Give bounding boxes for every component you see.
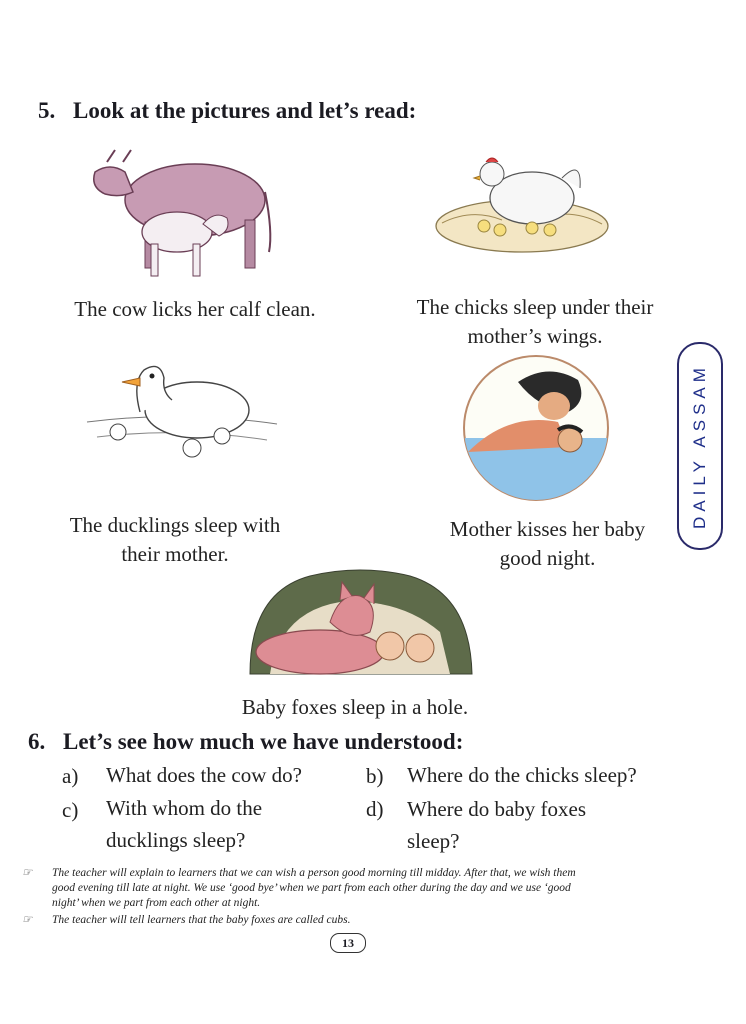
question-b-letter: b) (366, 764, 384, 788)
hen-and-chicks-illustration (432, 148, 612, 260)
question-c-line2: ducklings sleep? (106, 828, 246, 852)
page-number: 13 (330, 933, 366, 953)
section-6-number: 6. (28, 729, 46, 754)
caption-mother-line2: good night. (499, 546, 596, 570)
question-a-text: What does the cow do? (106, 763, 302, 787)
fox-and-cubs-illustration (240, 562, 480, 682)
daily-assam-stamp (677, 342, 723, 550)
caption-chicks-line2: mother’s wings. (467, 324, 603, 348)
caption-cow: The cow licks her calf clean. (74, 297, 316, 321)
note-1-bullet: ☞ (22, 867, 33, 879)
question-d-line1: Where do baby foxes (407, 797, 587, 821)
caption-mother-line1: Mother kisses her baby (449, 517, 646, 541)
stamp-text: DAILY ASSAM (690, 363, 709, 529)
section-6-title: Let’s see how much we have understood: (63, 729, 464, 754)
question-d-letter: d) (366, 797, 384, 821)
cow-and-calf-illustration (85, 132, 280, 284)
question-b-text: Where do the chicks sleep? (407, 763, 637, 787)
caption-foxes: Baby foxes sleep in a hole. (241, 695, 469, 719)
note-1-line2: good evening till late at night. We use ‘good bye’ when we part from each other during the day and we use ‘good (52, 882, 571, 894)
question-d-line2: sleep? (407, 829, 460, 853)
note-2-line1: The teacher will tell learners that the baby foxes are called cubs. (52, 914, 351, 926)
note-1-line3: night’ when we part from each other at night. (52, 897, 261, 909)
note-1-line1: The teacher will explain to learners that we can wish a person good morning till midday. After that, we wish them (52, 867, 576, 879)
question-a-letter: a) (62, 764, 79, 788)
mother-kissing-baby-illustration (458, 352, 614, 504)
section-5-title: Look at the pictures and let’s read: (73, 98, 417, 123)
caption-ducklings-line1: The ducklings sleep with (69, 513, 281, 537)
question-c-line1: With whom do the (106, 796, 263, 820)
note-2-bullet: ☞ (22, 914, 33, 926)
question-c-letter: c) (62, 798, 79, 822)
caption-ducklings-line2: their mother. (121, 542, 229, 566)
section-5-number: 5. (38, 98, 56, 123)
caption-chicks-line1: The chicks sleep under their (416, 295, 654, 319)
duck-and-ducklings-illustration (82, 352, 282, 470)
